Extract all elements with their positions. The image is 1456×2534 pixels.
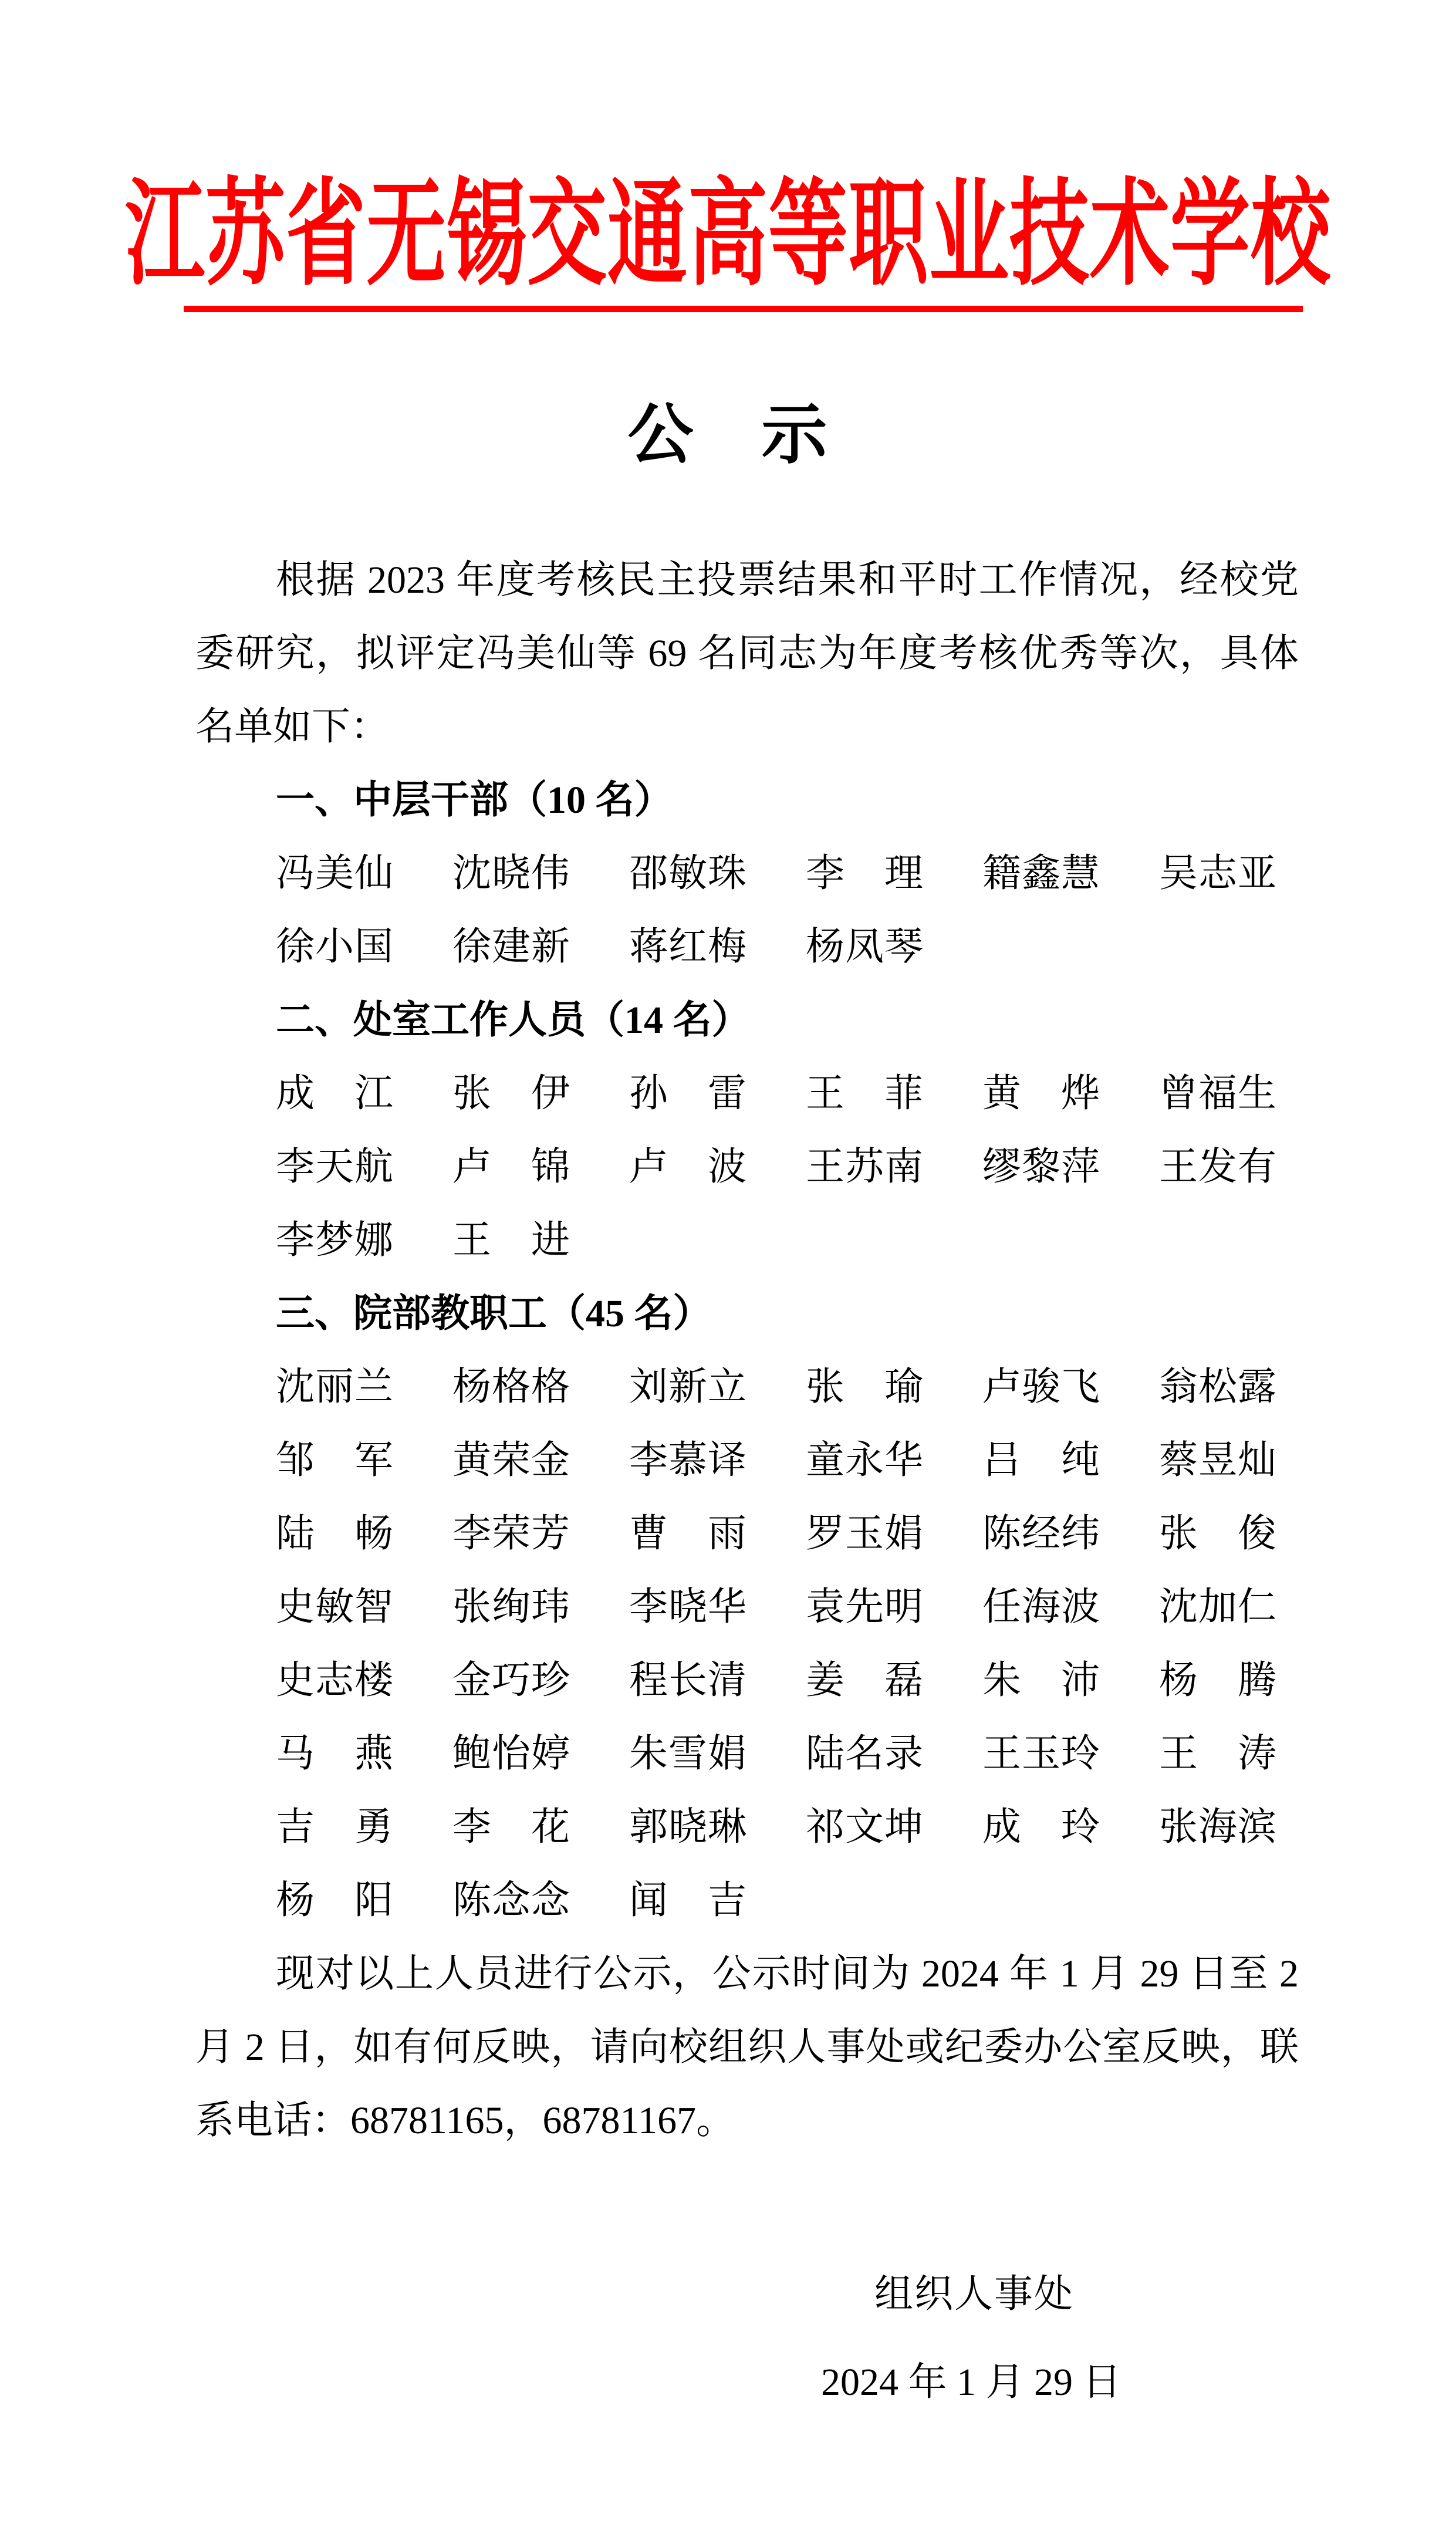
- person-name: 张绚玮: [452, 1585, 570, 1628]
- person-name: 陈念念: [452, 1878, 570, 1922]
- person-name: 祁文坤: [806, 1805, 923, 1849]
- person-name: 邹军: [276, 1438, 393, 1482]
- person-name: 闻吉: [629, 1878, 746, 1922]
- name-row: [195, 1204, 1299, 1277]
- person-name: 李天航: [276, 1145, 393, 1188]
- section-heading: 二、处室工作人员（14 名）: [276, 999, 751, 1042]
- name-row: [195, 1644, 1299, 1717]
- person-name: 李慕译: [629, 1438, 746, 1482]
- person-name: 朱雪娟: [629, 1732, 746, 1775]
- person-name: 杨腾: [1159, 1658, 1276, 1702]
- person-name: 朱沛: [982, 1658, 1100, 1702]
- person-name: 曾福生: [1159, 1072, 1276, 1115]
- person-name: 成玲: [982, 1805, 1100, 1849]
- section-heading: 一、中层干部（10 名）: [276, 779, 673, 822]
- person-name: 鲍怡婷: [452, 1732, 570, 1775]
- person-name: 成江: [276, 1072, 393, 1115]
- intro-line: 委研究，拟评定冯美仙等 69 名同志为年度考核优秀等次，具体: [195, 632, 1299, 675]
- person-name: 王玉玲: [982, 1732, 1100, 1775]
- person-name: 吉勇: [276, 1805, 393, 1849]
- name-row: [195, 1864, 1299, 1937]
- school-title: [0, 171, 1456, 300]
- school-title-text: 江苏省无锡交通高等职业技术学校: [125, 171, 1331, 300]
- person-name: 黄烨: [982, 1072, 1100, 1115]
- person-name: 卢锦: [452, 1145, 570, 1188]
- person-name: 陆名录: [806, 1732, 923, 1775]
- person-name: 沈加仁: [1159, 1585, 1276, 1628]
- notice-title: 公 示: [627, 399, 829, 472]
- name-row: [195, 1790, 1299, 1864]
- person-name: 卢骏飞: [982, 1365, 1100, 1408]
- person-name: 陈经纬: [982, 1512, 1100, 1555]
- closing-line: 月 2 日，如有何反映，请向校组织人事处或纪委办公室反映，联: [195, 2026, 1299, 2069]
- name-row: [195, 1570, 1299, 1644]
- person-name: 张海滨: [1159, 1805, 1276, 1849]
- person-name: 史志楼: [276, 1658, 393, 1702]
- person-name: 沈丽兰: [276, 1365, 393, 1408]
- person-name: 翁松露: [1159, 1365, 1276, 1408]
- person-name: 冯美仙: [276, 852, 393, 895]
- name-row: [195, 1497, 1299, 1570]
- person-name: 卢波: [629, 1145, 746, 1188]
- person-name: 史敏智: [276, 1585, 393, 1628]
- person-name: 杨凤琴: [806, 925, 923, 968]
- person-name: 袁先明: [806, 1585, 923, 1628]
- person-name: 籍鑫慧: [982, 852, 1100, 895]
- person-name: 张俊: [1159, 1512, 1276, 1555]
- person-name: 张伊: [452, 1072, 570, 1115]
- name-row: [195, 1424, 1299, 1497]
- person-name: 王进: [452, 1218, 570, 1262]
- person-name: 陆畅: [276, 1512, 393, 1555]
- intro-line: 名单如下：: [195, 705, 389, 748]
- person-name: 郭晓琳: [629, 1805, 746, 1849]
- person-name: 邵敏珠: [629, 852, 746, 895]
- person-name: 李荣芳: [452, 1512, 570, 1555]
- intro-line: 根据 2023 年度考核民主投票结果和平时工作情况，经校党: [276, 559, 1299, 602]
- person-name: 程长清: [629, 1658, 746, 1702]
- date: 2024 年 1 月 29 日: [821, 2361, 1121, 2404]
- body-content: [195, 543, 1299, 2157]
- person-name: 任海波: [982, 1585, 1100, 1628]
- name-row: [195, 910, 1299, 984]
- person-name: 李晓华: [629, 1585, 746, 1628]
- person-name: 徐小国: [276, 925, 393, 968]
- person-name: 杨格格: [452, 1365, 570, 1408]
- person-name: 金巧珍: [452, 1658, 570, 1702]
- person-name: 李梦娜: [276, 1218, 393, 1262]
- person-name: 王涛: [1159, 1732, 1276, 1775]
- closing-line: 系电话：68781165，68781167。: [195, 2099, 735, 2142]
- person-name: 沈晓伟: [452, 852, 570, 895]
- person-name: 李理: [806, 852, 923, 895]
- name-row: [195, 1717, 1299, 1790]
- name-row: [195, 837, 1299, 910]
- name-row: [195, 1130, 1299, 1204]
- person-name: 李花: [452, 1805, 570, 1849]
- person-name: 蒋红梅: [629, 925, 746, 968]
- person-name: 刘新立: [629, 1365, 746, 1408]
- person-name: 吕纯: [982, 1438, 1100, 1482]
- name-row: [195, 1350, 1299, 1424]
- person-name: 吴志亚: [1159, 852, 1276, 895]
- person-name: 蔡昱灿: [1159, 1438, 1276, 1482]
- closing-line: 现对以上人员进行公示，公示时间为 2024 年 1 月 29 日至 2: [276, 1952, 1299, 1995]
- person-name: 姜磊: [806, 1658, 923, 1702]
- name-row: [195, 1057, 1299, 1130]
- person-name: 黄荣金: [452, 1438, 570, 1482]
- signature: 组织人事处: [874, 2273, 1074, 2316]
- person-name: 杨阳: [276, 1878, 393, 1922]
- title-underline-bar: [184, 306, 1303, 312]
- person-name: 童永华: [806, 1438, 923, 1482]
- person-name: 王发有: [1159, 1145, 1276, 1188]
- person-name: 罗玉娟: [806, 1512, 923, 1555]
- section-heading: 三、院部教职工（45 名）: [276, 1292, 712, 1335]
- person-name: 王苏南: [806, 1145, 923, 1188]
- person-name: 徐建新: [452, 925, 570, 968]
- person-name: 曹雨: [629, 1512, 746, 1555]
- person-name: 王菲: [806, 1072, 923, 1115]
- person-name: 缪黎萍: [982, 1145, 1100, 1188]
- person-name: 马燕: [276, 1732, 393, 1775]
- person-name: 张瑜: [806, 1365, 923, 1408]
- person-name: 孙雷: [629, 1072, 746, 1115]
